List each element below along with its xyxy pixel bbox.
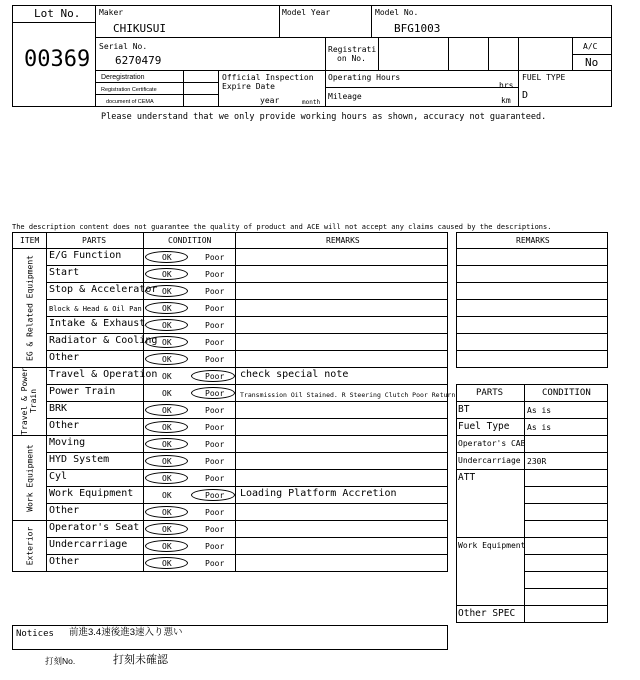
grid-line [456, 248, 608, 249]
grid-line [46, 350, 448, 351]
poor-option: Poor [205, 525, 225, 534]
mileage-label: Mileage [328, 92, 362, 101]
grid-line [456, 605, 608, 606]
poor-option: Poor [205, 253, 225, 262]
maker-value: CHIKUSUI [113, 22, 166, 35]
part-name: Radiator & Cooling [49, 335, 158, 346]
grid-line [46, 299, 448, 300]
grid-line [456, 265, 608, 266]
right-part-name: Other SPEC [458, 608, 516, 619]
registration-label-2: on No. [337, 54, 366, 63]
ok-option: OK [162, 559, 172, 568]
ok-option: OK [162, 406, 172, 415]
grid-line [524, 588, 608, 589]
poor-option: Poor [205, 542, 225, 551]
serial-value: 6270479 [115, 54, 162, 67]
ok-selected-circle [145, 319, 188, 331]
deregistration-label: Deregistration [101, 74, 145, 81]
grid-line [46, 554, 448, 555]
ok-option: OK [162, 287, 172, 296]
fuel-type-label: FUEL TYPE [522, 73, 566, 82]
part-name: Power Train [49, 386, 116, 397]
disclaimer-note: The description content does not guarantee the quality of product and ACE will not accept any claims caused by the descriptions. [12, 223, 552, 231]
poor-option: Poor [205, 423, 225, 432]
right-part-name: BT [458, 404, 470, 415]
model-no-value: BFG1003 [394, 22, 441, 35]
operating-hours-label: Operating Hours [328, 73, 401, 82]
lot-label: Lot No. [34, 7, 81, 20]
header-remarks: REMARKS [326, 236, 360, 245]
part-name: Intake & Exhaust [49, 318, 146, 329]
poor-option: Poor [205, 491, 225, 500]
inspection-frame [12, 232, 448, 572]
ok-option: OK [162, 457, 172, 466]
registration-certificate-label: Registration Certificate [101, 87, 157, 93]
grid-line [46, 282, 448, 283]
poor-selected-circle [191, 387, 235, 399]
part-name: Operator's Seat [49, 522, 140, 533]
grid-line [46, 418, 448, 419]
ok-option: OK [162, 389, 172, 398]
part-name: Travel & Operation [49, 369, 158, 380]
hrs-label: hrs [499, 81, 514, 90]
ok-selected-circle [145, 523, 188, 535]
header-parts: PARTS [82, 236, 107, 245]
grid-line [456, 452, 608, 453]
grid-line [46, 503, 448, 504]
right-remarks-frame [456, 232, 608, 368]
ok-option: OK [162, 440, 172, 449]
fuel-type-value: D [522, 90, 529, 101]
remark-text: Loading Platform Accretion [240, 488, 397, 499]
ok-option: OK [162, 253, 172, 262]
right-part-condition: As is [527, 423, 552, 432]
grid-line [46, 537, 448, 538]
grid-line [456, 350, 608, 351]
grid-line [46, 435, 448, 436]
right-part-name: Fuel Type [458, 421, 510, 432]
category-label: Travel & Power Train [20, 367, 38, 435]
part-name: Other [49, 505, 80, 516]
ok-selected-circle [145, 455, 188, 467]
poor-option: Poor [205, 406, 225, 415]
right-part-condition: 230R [527, 457, 547, 466]
part-name: Block & Head & Oil Pan [49, 305, 142, 313]
grid-line [524, 503, 608, 504]
ok-option: OK [162, 491, 172, 500]
serial-label: Serial No. [99, 42, 148, 51]
grid-line [46, 486, 448, 487]
grid-line [456, 469, 608, 470]
ok-selected-circle [145, 268, 188, 280]
right-part-name: Undercarriage [458, 456, 521, 465]
grid-line [524, 554, 608, 555]
grid-line [456, 401, 608, 402]
poor-option: Poor [205, 270, 225, 279]
grid-line [12, 248, 448, 249]
notices-label: Notices [16, 629, 54, 639]
grid-line [46, 367, 448, 368]
poor-option: Poor [205, 355, 225, 364]
grid-line [524, 520, 608, 521]
grid-line [456, 537, 608, 538]
part-name: HYD System [49, 454, 110, 465]
ok-option: OK [162, 270, 172, 279]
grid-line [46, 520, 448, 521]
ok-selected-circle [145, 336, 188, 348]
grid-line [46, 469, 448, 470]
parts-header: PARTS [476, 388, 504, 398]
grid-line [456, 299, 608, 300]
ok-selected-circle [145, 557, 188, 569]
right-part-name: ATT [458, 472, 476, 483]
ok-selected-circle [145, 506, 188, 518]
part-name: Undercarriage [49, 539, 128, 550]
ok-selected-circle [145, 353, 188, 365]
ok-selected-circle [145, 540, 188, 552]
stamp-label: 打刻No. [45, 656, 76, 666]
header-item: ITEM [20, 236, 40, 245]
part-name: Stop & Accelerator [49, 284, 158, 295]
category-label: EG & Related Equipment [24, 254, 34, 361]
part-name: Moving [49, 437, 86, 448]
part-name: Work Equipment [49, 488, 134, 499]
right-part-name: Operator's CAB [458, 439, 526, 448]
poor-option: Poor [205, 559, 225, 568]
model-no-label: Model No. [375, 8, 419, 17]
ok-option: OK [162, 542, 172, 551]
grid-line [46, 452, 448, 453]
hours-note: Please understand that we only provide working hours as shown, accuracy not guaranteed. [101, 112, 547, 122]
cema-label: document of CEMA [106, 99, 154, 105]
grid-line [46, 333, 448, 334]
notices-text: 前進3.4速後進3速入り悪い [69, 627, 183, 638]
grid-line [456, 316, 608, 317]
ok-option: OK [162, 423, 172, 432]
part-name: Cyl [49, 471, 68, 482]
ok-selected-circle [145, 302, 188, 314]
expire-date-label: Expire Date [222, 82, 275, 91]
category-label: Work Equipment [24, 443, 34, 512]
grid-line [456, 435, 608, 436]
part-name: BRK [49, 403, 68, 414]
grid-line [524, 486, 608, 487]
lot-number: 00369 [24, 47, 91, 72]
right-remarks-header: REMARKS [516, 236, 550, 245]
model-year-label: Model Year [282, 8, 331, 17]
poor-option: Poor [205, 304, 225, 313]
grid-line [46, 265, 448, 266]
official-inspection-label: Official Inspection [222, 73, 314, 82]
ok-option: OK [162, 525, 172, 534]
category-label: Exterior [24, 526, 34, 565]
ok-option: OK [162, 321, 172, 330]
poor-option: Poor [205, 321, 225, 330]
poor-option: Poor [205, 389, 225, 398]
stamp-value: 打刻未確認 [113, 654, 168, 666]
poor-option: Poor [205, 287, 225, 296]
part-name: Other [49, 352, 80, 363]
poor-option: Poor [205, 338, 225, 347]
registration-label: Registrati [328, 45, 377, 54]
ok-selected-circle [145, 251, 188, 263]
year-label: year [260, 96, 280, 105]
grid-line [524, 571, 608, 572]
grid-line [456, 282, 608, 283]
remark-text: check special note [240, 369, 349, 380]
part-name: Other [49, 556, 80, 567]
ok-option: OK [162, 372, 172, 381]
part-name: Start [49, 267, 80, 278]
ok-selected-circle [145, 285, 188, 297]
maker-label: Maker [99, 8, 124, 17]
grid-line [456, 333, 608, 334]
part-name: Other [49, 420, 80, 431]
poor-option: Poor [205, 372, 225, 381]
header-condition: CONDITION [168, 236, 212, 245]
poor-selected-circle [191, 370, 235, 382]
poor-selected-circle [191, 489, 235, 501]
month-label: month [302, 99, 321, 106]
ok-selected-circle [145, 438, 188, 450]
poor-option: Poor [205, 474, 225, 483]
condition-header: CONDITION [542, 388, 591, 398]
ac-label: A/C [583, 42, 598, 51]
poor-option: Poor [205, 457, 225, 466]
grid-line [456, 418, 608, 419]
grid-line [46, 316, 448, 317]
ok-selected-circle [145, 421, 188, 433]
ok-option: OK [162, 338, 172, 347]
ok-option: OK [162, 355, 172, 364]
remark-text: Transmission Oil Stained. R Steering Clutch Poor Return [240, 391, 456, 399]
ac-value: No [585, 56, 599, 69]
ok-selected-circle [145, 404, 188, 416]
poor-option: Poor [205, 440, 225, 449]
ok-selected-circle [145, 472, 188, 484]
right-part-condition: As is [527, 406, 552, 415]
ok-option: OK [162, 474, 172, 483]
ok-option: OK [162, 508, 172, 517]
right-part-name: Work Equipment [458, 541, 526, 550]
km-label: km [501, 96, 511, 105]
grid-line [46, 401, 448, 402]
part-name: E/G Function [49, 250, 122, 261]
grid-line [46, 384, 448, 385]
poor-option: Poor [205, 508, 225, 517]
ok-option: OK [162, 304, 172, 313]
